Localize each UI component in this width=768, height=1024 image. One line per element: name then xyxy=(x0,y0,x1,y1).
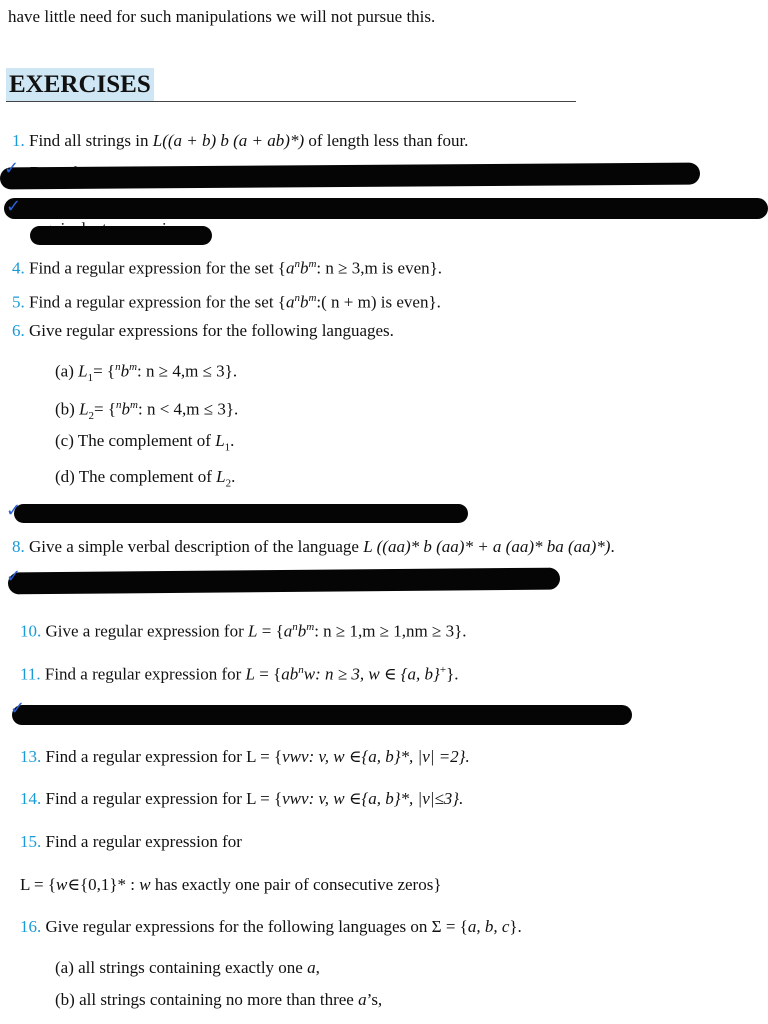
exercise-text: (d) The complement of xyxy=(55,467,217,486)
superscript: + xyxy=(439,664,447,676)
exercise-number: 15. xyxy=(20,832,42,851)
exercise-number: 8. xyxy=(12,537,25,556)
section-heading: EXERCISES xyxy=(6,68,154,102)
exercise-text: : n ≥ 1,m ≥ 1,nm ≥ 3}. xyxy=(314,621,467,641)
exercise-text: (b) all strings containing no more than three xyxy=(55,990,359,1009)
exercise-text: . xyxy=(230,431,235,450)
exercise-text: L = { xyxy=(20,875,57,894)
symbol: vwv: v, w ∈ xyxy=(282,789,362,808)
exercise-text: has exactly one pair of consecutive zeros} xyxy=(150,875,442,894)
exercise-6a xyxy=(55,357,237,388)
exercise-text: ∈{0,1}* : xyxy=(67,875,140,894)
symbol: b xyxy=(297,621,307,641)
exercise-text: Give regular expressions for the following languages on Σ = { xyxy=(41,917,468,936)
redaction-mark xyxy=(30,226,212,245)
intro-text: have little need for such manipulations we will not pursue this. xyxy=(8,7,436,26)
symbol: a xyxy=(283,621,293,641)
check-mark-icon: ✓ xyxy=(10,698,26,719)
exercise-expression: L((a + b) b (a + ab)*) xyxy=(152,131,305,150)
symbol: L xyxy=(79,399,89,419)
exercise-6b xyxy=(55,395,238,426)
exercise-text: . xyxy=(610,537,615,556)
exercise-14 xyxy=(20,789,463,809)
exercise-1 xyxy=(12,131,468,151)
exercise-5 xyxy=(12,288,441,313)
exercise-text: . xyxy=(231,467,236,486)
symbol: w: n ≥ 3, w ∈ {a, b} xyxy=(303,664,440,684)
heading-rule xyxy=(6,101,576,102)
exercise-text: Find a regular expression for L = { xyxy=(41,747,283,766)
symbol: b xyxy=(299,292,309,312)
subscript: 1 xyxy=(224,441,231,454)
exercise-15 xyxy=(20,832,242,852)
symbol: a xyxy=(285,292,295,312)
exercise-text: Give regular expressions for the following languages. xyxy=(29,321,394,340)
subscript: 2 xyxy=(225,477,232,490)
check-mark-icon: ✓ xyxy=(6,500,22,521)
exercise-6d xyxy=(55,467,235,493)
exercise-number: 10. xyxy=(20,621,42,641)
symbol: w xyxy=(56,875,68,894)
exercise-16b xyxy=(55,990,382,1010)
exercise-16a xyxy=(55,958,320,978)
symbol: a xyxy=(358,990,367,1009)
symbol: {a, b}*, |v| =2}. xyxy=(361,747,470,766)
symbol: m xyxy=(308,258,317,270)
symbol: b xyxy=(299,258,309,278)
exercise-text: , xyxy=(315,958,320,977)
symbol: ab xyxy=(281,664,299,684)
exercise-number: 5. xyxy=(12,292,25,312)
exercise-16 xyxy=(20,917,522,937)
exercise-text: = { xyxy=(257,621,284,641)
exercise-number: 1. xyxy=(12,131,25,150)
symbol: n xyxy=(298,664,304,676)
redaction-mark xyxy=(14,504,468,523)
exercise-number: 14. xyxy=(20,789,42,808)
exercise-text: :( n + m) is even}. xyxy=(316,292,441,312)
check-mark-icon: ✓ xyxy=(4,158,20,179)
symbol: n xyxy=(294,258,300,270)
item-label: (a) xyxy=(55,361,79,381)
exercise-text: Find all strings in xyxy=(29,131,153,150)
symbol: a xyxy=(285,258,295,278)
symbol: m xyxy=(306,621,315,633)
exercise-6 xyxy=(12,321,394,341)
exercise-text: Find a regular expression for L = { xyxy=(41,789,283,808)
exercise-15-expression xyxy=(20,875,442,895)
exercise-text: of length less than four. xyxy=(304,131,469,150)
exercise-text: Give a simple verbal description of the language xyxy=(24,537,364,556)
exercise-text: Find a regular expression for the set { xyxy=(29,258,286,278)
redaction-mark xyxy=(8,568,560,595)
exercise-8 xyxy=(12,537,615,557)
exercise-text: = { xyxy=(254,664,282,684)
symbol: L xyxy=(248,621,258,641)
symbol: {a, b}*, |v|≤3}. xyxy=(361,789,464,808)
symbol: L xyxy=(245,664,255,684)
exercise-text: (a) all strings containing exactly one xyxy=(55,958,308,977)
redaction-mark xyxy=(4,198,768,219)
exercise-11 xyxy=(20,660,458,685)
symbol: n xyxy=(116,399,122,411)
symbol: L xyxy=(215,431,225,450)
symbol: a, b, c xyxy=(467,917,510,936)
check-mark-icon: ✓ xyxy=(6,196,22,217)
exercise-expression: L ((aa)* b (aa)* + a (aa)* ba (aa)*) xyxy=(363,537,611,556)
symbol: b xyxy=(121,399,131,419)
item-label: (b) xyxy=(55,399,80,419)
exercise-text: = { xyxy=(93,361,116,381)
symbol: L xyxy=(216,467,226,486)
exercise-13 xyxy=(20,747,470,767)
exercise-number: 6. xyxy=(12,321,25,340)
symbol: n xyxy=(292,621,298,633)
symbol: vwv: v, w ∈ xyxy=(282,747,362,766)
symbol: a xyxy=(307,958,316,977)
exercise-6c xyxy=(55,431,234,457)
redaction-mark xyxy=(0,163,700,190)
exercise-text: (c) The complement of xyxy=(55,431,216,450)
exercise-text: ’s, xyxy=(366,990,383,1009)
exercise-text: }. xyxy=(509,917,522,936)
exercise-text: : n < 4,m ≤ 3}. xyxy=(138,399,239,419)
subscript: 2 xyxy=(88,410,95,423)
exercise-text: Give a regular expression for xyxy=(41,621,249,641)
exercise-text: : n ≥ 3,m is even}. xyxy=(316,258,443,278)
exercise-text: }. xyxy=(446,664,459,684)
exercise-number: 13. xyxy=(20,747,42,766)
symbol: b xyxy=(120,361,130,381)
exercise-number: 16. xyxy=(20,917,42,936)
exercise-number: 11. xyxy=(20,664,41,684)
symbol: n xyxy=(115,361,121,373)
symbol: m xyxy=(130,399,138,411)
exercise-text: Find a regular expression for xyxy=(41,832,242,851)
exercise-number: 4. xyxy=(12,258,25,278)
exercise-text: Find a regular expression for xyxy=(40,664,246,684)
symbol: w xyxy=(139,875,151,894)
symbol: n xyxy=(294,292,300,304)
subscript: 1 xyxy=(87,372,94,385)
exercise-4 xyxy=(12,254,442,279)
symbol: L xyxy=(78,361,88,381)
check-mark-icon: ✓ xyxy=(6,566,22,587)
exercise-text: Find a regular expression for the set { xyxy=(29,292,286,312)
symbol: m xyxy=(308,292,317,304)
redaction-mark xyxy=(12,705,632,725)
exercise-text: : n ≥ 4,m ≤ 3}. xyxy=(137,361,238,381)
symbol: m xyxy=(129,361,138,373)
exercise-10 xyxy=(20,617,467,642)
exercise-text: = { xyxy=(94,399,117,419)
